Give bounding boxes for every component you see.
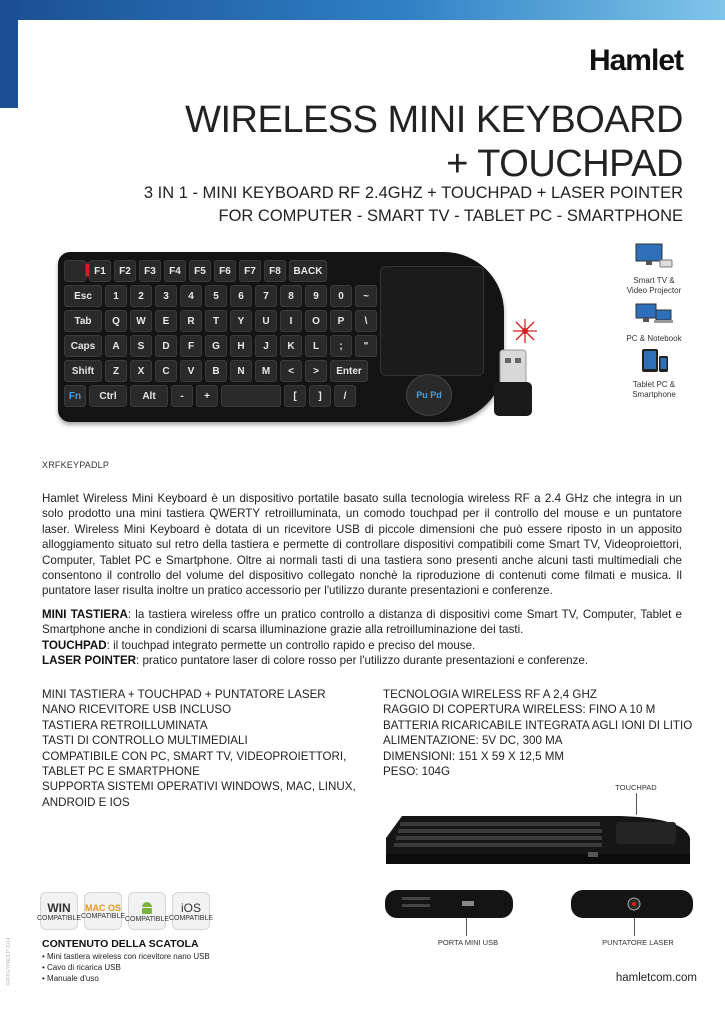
keyboard-key: Enter bbox=[330, 360, 368, 382]
feature-item: NANO RICEVITORE USB INCLUSO bbox=[42, 703, 232, 717]
feature-item: COMPATIBILE CON PC, SMART TV, VIDEOPROIETTORI, bbox=[42, 749, 347, 763]
keyboard-key: Fn bbox=[64, 385, 86, 407]
keyboard-key: N bbox=[230, 360, 252, 382]
badge-sub: COMPATIBLE bbox=[80, 912, 126, 920]
keyboard-row bbox=[64, 385, 374, 407]
side-code: XRFKEYPADLP 2014 bbox=[6, 937, 12, 986]
keyboard-key: F2 bbox=[114, 260, 136, 282]
feature-item: TABLET PC E SMARTPHONE bbox=[42, 765, 200, 779]
spec-item: ALIMENTAZIONE: 5V DC, 300 MA bbox=[383, 734, 563, 748]
keyboard-key: Q bbox=[105, 310, 127, 332]
android-icon bbox=[124, 892, 170, 930]
keyboard-key: > bbox=[305, 360, 327, 382]
keyboard-key: 4 bbox=[180, 285, 202, 307]
device-tablet-smartphone bbox=[614, 348, 694, 400]
keyboard-key: H bbox=[230, 335, 252, 357]
keyboard-key: - bbox=[171, 385, 193, 407]
badge-text: MAC OS bbox=[85, 902, 121, 913]
keyboard-key: ] bbox=[309, 385, 331, 407]
left-color-bar bbox=[0, 0, 18, 108]
brand-logo: Hamlet bbox=[588, 44, 683, 77]
keyboard-row bbox=[64, 360, 374, 382]
keyboard-row bbox=[64, 285, 374, 307]
pc-notebook-icon bbox=[634, 302, 674, 328]
keyboard-key: 0 bbox=[330, 285, 352, 307]
product-title bbox=[185, 98, 683, 186]
keyboard-key: 6 bbox=[230, 285, 252, 307]
keyboard-key: E bbox=[155, 310, 177, 332]
badge-sub: COMPATIBLE bbox=[36, 914, 82, 922]
keyboard-row bbox=[64, 260, 374, 282]
highlights bbox=[42, 607, 682, 669]
usb-callout-line bbox=[466, 918, 467, 936]
keyboard-key: I bbox=[280, 310, 302, 332]
keyboard-key: A bbox=[105, 335, 127, 357]
spec-item: BATTERIA RICARICABILE INTEGRATA AGLI IONI DI LITIO bbox=[383, 718, 693, 732]
spec-item: RAGGIO DI COPERTURA WIRELESS: FINO A 10 M bbox=[383, 703, 656, 717]
box-item: • Mini tastiera wireless con ricevitore nano USB bbox=[42, 951, 210, 962]
keyboard-key: " bbox=[355, 335, 377, 357]
keyboard-key: S bbox=[130, 335, 152, 357]
keyboard-row bbox=[64, 310, 374, 332]
device-label: Video Projector bbox=[626, 286, 682, 295]
box-contents-list bbox=[42, 951, 210, 984]
keyboard-key: / bbox=[334, 385, 356, 407]
keyboard-key: BACK bbox=[289, 260, 327, 282]
dpad-keys: Pu Pd bbox=[406, 374, 452, 416]
keyboard-key: Y bbox=[230, 310, 252, 332]
keyboard-key: 9 bbox=[305, 285, 327, 307]
keyboard-key: B bbox=[205, 360, 227, 382]
keyboard-key: G bbox=[205, 335, 227, 357]
keyboard-key: 2 bbox=[130, 285, 152, 307]
product-code: XRFKEYPADLP bbox=[42, 460, 110, 470]
spec-item: PESO: 104G bbox=[383, 765, 451, 779]
keyboard-key: L bbox=[305, 335, 327, 357]
keyboard-key: F8 bbox=[264, 260, 286, 282]
keyboard-key: F6 bbox=[214, 260, 236, 282]
highlight-label: MINI TASTIERA bbox=[42, 608, 128, 621]
usb-port-callout: PORTA MINI USB bbox=[437, 938, 499, 947]
tablet-smartphone-icon bbox=[634, 348, 674, 374]
keyboard-key: Caps bbox=[64, 335, 102, 357]
tv-projector-icon bbox=[634, 242, 674, 270]
badge-sub: COMPATIBLE bbox=[124, 915, 170, 923]
keyboard-key: 1 bbox=[105, 285, 127, 307]
device-label: PC & Notebook bbox=[626, 334, 682, 343]
badge-text: WIN bbox=[47, 900, 71, 915]
laser-callout-line bbox=[634, 918, 635, 936]
keyboard-key: F3 bbox=[139, 260, 161, 282]
website-link[interactable]: hamletcom.com bbox=[615, 972, 697, 984]
subtitle-line-1: 3 IN 1 - MINI KEYBOARD RF 2.4GHZ + TOUCHPAD + LASER POINTER bbox=[143, 184, 683, 202]
box-item: • Cavo di ricarica USB bbox=[42, 962, 210, 973]
keyboard-perspective-image bbox=[384, 810, 696, 868]
keyboard-key: Z bbox=[105, 360, 127, 382]
keyboard-key: X bbox=[130, 360, 152, 382]
keyboard-key: R bbox=[180, 310, 202, 332]
keyboard-key: \ bbox=[355, 310, 377, 332]
mac-os-icon bbox=[80, 892, 126, 930]
keyboard-key: U bbox=[255, 310, 277, 332]
keyboard-key: D bbox=[155, 335, 177, 357]
touchpad-surface bbox=[380, 266, 484, 376]
highlight-label: LASER POINTER bbox=[42, 654, 137, 668]
keyboard-key: F7 bbox=[239, 260, 261, 282]
feature-item: TASTIERA RETROILLUMINATA bbox=[42, 718, 208, 732]
title-line-1: WIRELESS MINI KEYBOARD bbox=[185, 99, 683, 141]
spec-item: DIMENSIONI: 151 X 59 X 12,5 MM bbox=[383, 749, 565, 763]
badge-text: iOS bbox=[180, 900, 201, 915]
keyboard-key: 5 bbox=[205, 285, 227, 307]
device-label: Tablet PC & bbox=[632, 380, 676, 389]
keyboard-key: F1 bbox=[89, 260, 111, 282]
keyboard-key bbox=[64, 260, 86, 282]
keyboard-key: W bbox=[130, 310, 152, 332]
features-left-list bbox=[42, 687, 356, 810]
keyboard-key: P bbox=[330, 310, 352, 332]
keyboard-key: J bbox=[255, 335, 277, 357]
device-label: Smartphone bbox=[632, 390, 676, 399]
keyboard-key: O bbox=[305, 310, 327, 332]
keyboard-key: K bbox=[280, 335, 302, 357]
laser-callout: PUNTATORE LASER bbox=[602, 938, 674, 947]
product-description: Hamlet Wireless Mini Keyboard è un dispositivo portatile basato sulla tecnologia wireless RF a 2.4 GHz che integra in un solo prodotto una mini tastiera QWERTY retroilluminata, un comodo touchpad per il controllo del mouse e un puntatore laser. Wireless Mini Keyboard è dotata di un ricevitore USB di piccole dimensioni che può essere riposto in un apposito alloggiamento situato sul retro della tastiera e permette di controllare dispositivi compatibili come Smart TV, Videoproiettori, Computer, Tablet PC e Smartphone. Oltre ai normali tasti di una tastiera sono presenti anche alcuni tasti multimediali che consentono il controllo del volume del dispositivo collegato nonchè la riproduzione di contenuti come filmati e musica. Il puntatore laser risulta inoltre un pratico accessorio per l'utilizzo durante presentazioni e conferenze. bbox=[42, 492, 682, 598]
feature-item: SUPPORTA SISTEMI OPERATIVI WINDOWS, MAC, LINUX, bbox=[42, 780, 356, 794]
highlight-text: : pratico puntatore laser di colore rosso per l'utilizzo durante presentazioni e conferenze. bbox=[136, 654, 589, 668]
keyboard-key: ~ bbox=[355, 285, 377, 307]
badge-sub: COMPATIBLE bbox=[168, 914, 214, 922]
keyboard-key: V bbox=[180, 360, 202, 382]
windows-icon bbox=[36, 892, 82, 930]
keyboard-key: M bbox=[255, 360, 277, 382]
laser-beam-icon bbox=[512, 318, 538, 344]
keyboard-key: F5 bbox=[189, 260, 211, 282]
top-color-bar bbox=[0, 0, 725, 20]
box-item: • Manuale d'uso bbox=[42, 973, 210, 984]
keyboard-key: 7 bbox=[255, 285, 277, 307]
features-right-list bbox=[383, 687, 692, 779]
keyboard-key: ; bbox=[330, 335, 352, 357]
highlight-text: : il touchpad integrato permette un controllo rapido e preciso del mouse. bbox=[106, 638, 476, 652]
keyboard-key: Esc bbox=[64, 285, 102, 307]
keyboard-image bbox=[58, 252, 504, 422]
keyboard-key: + bbox=[196, 385, 218, 407]
product-subtitle bbox=[144, 182, 683, 228]
keyboard-key: Tab bbox=[64, 310, 102, 332]
usb-receiver-icon bbox=[490, 348, 534, 418]
ios-icon bbox=[168, 892, 214, 930]
keyboard-key: C bbox=[155, 360, 177, 382]
keyboard-key: [ bbox=[284, 385, 306, 407]
spec-item: TECNOLOGIA WIRELESS RF A 2,4 GHZ bbox=[383, 688, 597, 701]
keyboard-key: T bbox=[205, 310, 227, 332]
subtitle-line-2: FOR COMPUTER - SMART TV - TABLET PC - SMARTPHONE bbox=[218, 207, 683, 225]
feature-item: MINI TASTIERA + TOUCHPAD + PUNTATORE LASER bbox=[42, 688, 326, 701]
keyboard-key bbox=[221, 385, 281, 407]
keyboard-key: F bbox=[180, 335, 202, 357]
highlight-text: : la tastiera wireless offre un pratico controllo a distanza di dispositivi come Smart TV, Computer, Tablet e Smartphone anche in condizioni di scarsa illuminazione grazie alla retroilluminazione dei tasti. bbox=[42, 608, 682, 637]
feature-item: TASTI DI CONTROLLO MULTIMEDIALI bbox=[42, 734, 248, 748]
keyboard-key: Ctrl bbox=[89, 385, 127, 407]
touchpad-callout: TOUCHPAD bbox=[615, 783, 657, 792]
keyboard-key: F4 bbox=[164, 260, 186, 282]
keyboard-side-laser-image bbox=[570, 888, 694, 920]
device-tv-projector bbox=[614, 242, 694, 296]
keyboard-keys bbox=[64, 260, 374, 414]
keyboard-side-usb-image bbox=[384, 888, 514, 920]
keyboard-key: Shift bbox=[64, 360, 102, 382]
keyboard-key: < bbox=[280, 360, 302, 382]
keyboard-key: Alt bbox=[130, 385, 168, 407]
box-contents-title: CONTENUTO DELLA SCATOLA bbox=[42, 938, 199, 950]
keyboard-key: 3 bbox=[155, 285, 177, 307]
android-robot-icon bbox=[139, 900, 155, 916]
title-line-2: + TOUCHPAD bbox=[446, 143, 683, 185]
keyboard-row bbox=[64, 335, 374, 357]
keyboard-key: 8 bbox=[280, 285, 302, 307]
highlight-label: TOUCHPAD bbox=[42, 638, 107, 652]
device-label: Smart TV & bbox=[633, 276, 675, 285]
feature-item: ANDROID E IOS bbox=[42, 795, 130, 809]
device-pc-notebook bbox=[614, 302, 694, 344]
